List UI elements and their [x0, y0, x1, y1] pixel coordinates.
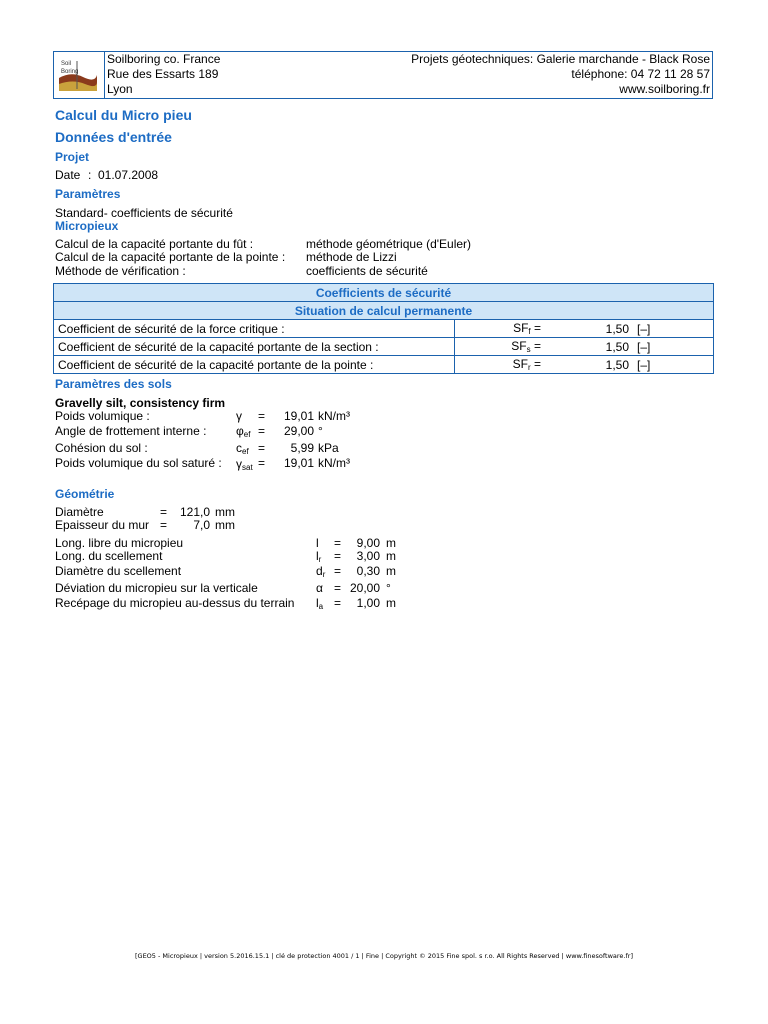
page-footer: [GEO5 - Micropieux | version 5.2016.15.1 | clé de protection 4001 / 1 | Fine | Copyright © 2015 Fine spol. s r.o. All Rights Reserved | www.finesoftware.fr] [135, 952, 633, 960]
soil-param-value: 5,99 [290, 441, 314, 455]
geometry-unit: m [386, 549, 396, 563]
soil-param-symbol: $\gamma_{sat}$ [236, 457, 253, 472]
page-subtitle: Données d'entrée [55, 129, 172, 145]
table-row [54, 338, 714, 356]
micropieux-value: méthode géométrique (d'Euler) [306, 237, 472, 251]
company-name: Soilboring co. France [107, 52, 221, 66]
soil-param-eq: = [258, 424, 266, 438]
safety-coefficients-table [53, 283, 714, 374]
coef-label: Coefficient de sécurité de la capacité portante de la pointe : [54, 356, 455, 374]
geometry-unit: mm [215, 518, 235, 532]
coef-symbol: $SF_s$ = [455, 338, 546, 356]
soil-param-label: Cohésion du sol : [55, 441, 148, 455]
soil-param-unit: kN/m³ [318, 409, 350, 423]
micropieux-value: coefficients de sécurité [306, 264, 428, 278]
geometry-eq: = [334, 581, 342, 595]
coef-symbol: $SF_f$ = [455, 320, 546, 338]
soil-param-unit: kN/m³ [318, 456, 350, 470]
company-city: Lyon [107, 82, 133, 96]
geometry-unit: m [386, 536, 396, 550]
geometry-symbol: $l_r$ [316, 549, 322, 564]
micropieux-label: Calcul de la capacité portante de la pointe : [55, 250, 286, 264]
table-row [54, 356, 714, 374]
soil-param-symbol: γ [236, 409, 242, 423]
geometry-value: 9,00 [356, 536, 380, 550]
coef-unit: [–] [633, 356, 714, 374]
soil-param-unit: kPa [318, 441, 339, 455]
geometry-label: Diamètre du scellement [55, 564, 182, 578]
soil-param-eq: = [258, 456, 266, 470]
coef-value: 1,50 [545, 356, 633, 374]
micropieux-value: méthode de Lizzi [306, 250, 397, 264]
table-row [54, 320, 714, 338]
table-subtitle: Situation de calcul permanente [54, 302, 714, 320]
geometry-eq: = [334, 536, 342, 550]
geometry-label: Long. libre du micropieu [55, 536, 184, 550]
section-heading-micropieux: Micropieux [55, 219, 119, 233]
geometry-eq: = [160, 518, 168, 532]
soil-param-value: 19,01 [283, 409, 314, 423]
geometry-eq: = [160, 505, 168, 519]
coef-value: 1,50 [545, 338, 633, 356]
date-label: Date [55, 168, 81, 182]
table-title: Coefficients de sécurité [54, 284, 714, 302]
geometry-eq: = [334, 564, 342, 578]
company-logo [53, 51, 105, 99]
section-heading-parametres: Paramètres [55, 187, 121, 201]
geometry-value: 7,0 [193, 518, 210, 532]
section-heading-sols: Paramètres des sols [55, 377, 172, 391]
micropieux-label: Méthode de vérification : [55, 264, 186, 278]
geometry-label: Epaisseur du mur [55, 518, 150, 532]
section-heading-projet: Projet [55, 150, 90, 164]
section-heading-geometrie: Géométrie [55, 487, 115, 501]
micropieux-label: Calcul de la capacité portante du fût : [55, 237, 254, 251]
soil-param-label: Poids volumique du sol saturé : [55, 456, 222, 470]
coef-unit: [–] [633, 338, 714, 356]
soil-param-eq: = [258, 409, 266, 423]
geometry-label: Déviation du micropieu sur la verticale [55, 581, 258, 595]
date-separator: : [88, 168, 92, 182]
soil-param-unit: ° [318, 424, 323, 438]
soil-boring-logo-icon [53, 51, 103, 97]
geometry-symbol: $l_a$ [316, 596, 324, 611]
soil-param-label: Angle de frottement interne : [55, 424, 207, 438]
company-website[interactable]: www.soilboring.fr [619, 82, 710, 96]
project-name: Projets géotechniques: Galerie marchande - Black Rose [411, 52, 710, 66]
geometry-symbol: l [316, 536, 319, 550]
soil-param-value: 19,01 [283, 456, 314, 470]
geometry-unit: m [386, 564, 396, 578]
soil-param-eq: = [258, 441, 266, 455]
geometry-label: Long. du scellement [55, 549, 163, 563]
soil-name: Gravelly silt, consistency firm [55, 396, 226, 410]
svg-text:Boring: Boring [61, 69, 79, 75]
geometry-label: Diamètre [55, 505, 104, 519]
soil-param-symbol: $c_{ef}$ [236, 441, 249, 456]
svg-text:Soil: Soil [61, 61, 72, 67]
geometry-value: 1,00 [356, 596, 380, 610]
geometry-symbol: $d_r$ [316, 564, 326, 579]
geometry-label: Recépage du micropieu au-dessus du terrain [55, 596, 295, 610]
standard-setting: Standard- coefficients de sécurité [55, 206, 233, 220]
soil-param-label: Poids volumique : [55, 409, 150, 423]
coef-symbol: $SF_r$ = [455, 356, 546, 374]
coef-unit: [–] [633, 320, 714, 338]
geometry-unit: mm [215, 505, 235, 519]
geometry-symbol: α [316, 581, 323, 595]
geometry-eq: = [334, 596, 342, 610]
soil-param-value: 29,00 [283, 424, 314, 438]
geometry-value: 0,30 [356, 564, 380, 578]
soil-param-symbol: $\varphi_{ef}$ [236, 424, 251, 439]
company-phone: téléphone: 04 72 11 28 57 [571, 67, 710, 81]
geometry-unit: ° [386, 581, 391, 595]
company-street: Rue des Essarts 189 [107, 67, 219, 81]
coef-label: Coefficient de sécurité de la capacité portante de la section : [54, 338, 455, 356]
coef-value: 1,50 [545, 320, 633, 338]
geometry-value: 3,00 [356, 549, 380, 563]
geometry-unit: m [386, 596, 396, 610]
coef-label: Coefficient de sécurité de la force critique : [54, 320, 455, 338]
geometry-value: 20,00 [349, 581, 380, 595]
geometry-eq: = [334, 549, 342, 563]
date-value: 01.07.2008 [98, 168, 159, 182]
geometry-value: 121,0 [179, 505, 210, 519]
page-title: Calcul du Micro pieu [55, 107, 192, 123]
